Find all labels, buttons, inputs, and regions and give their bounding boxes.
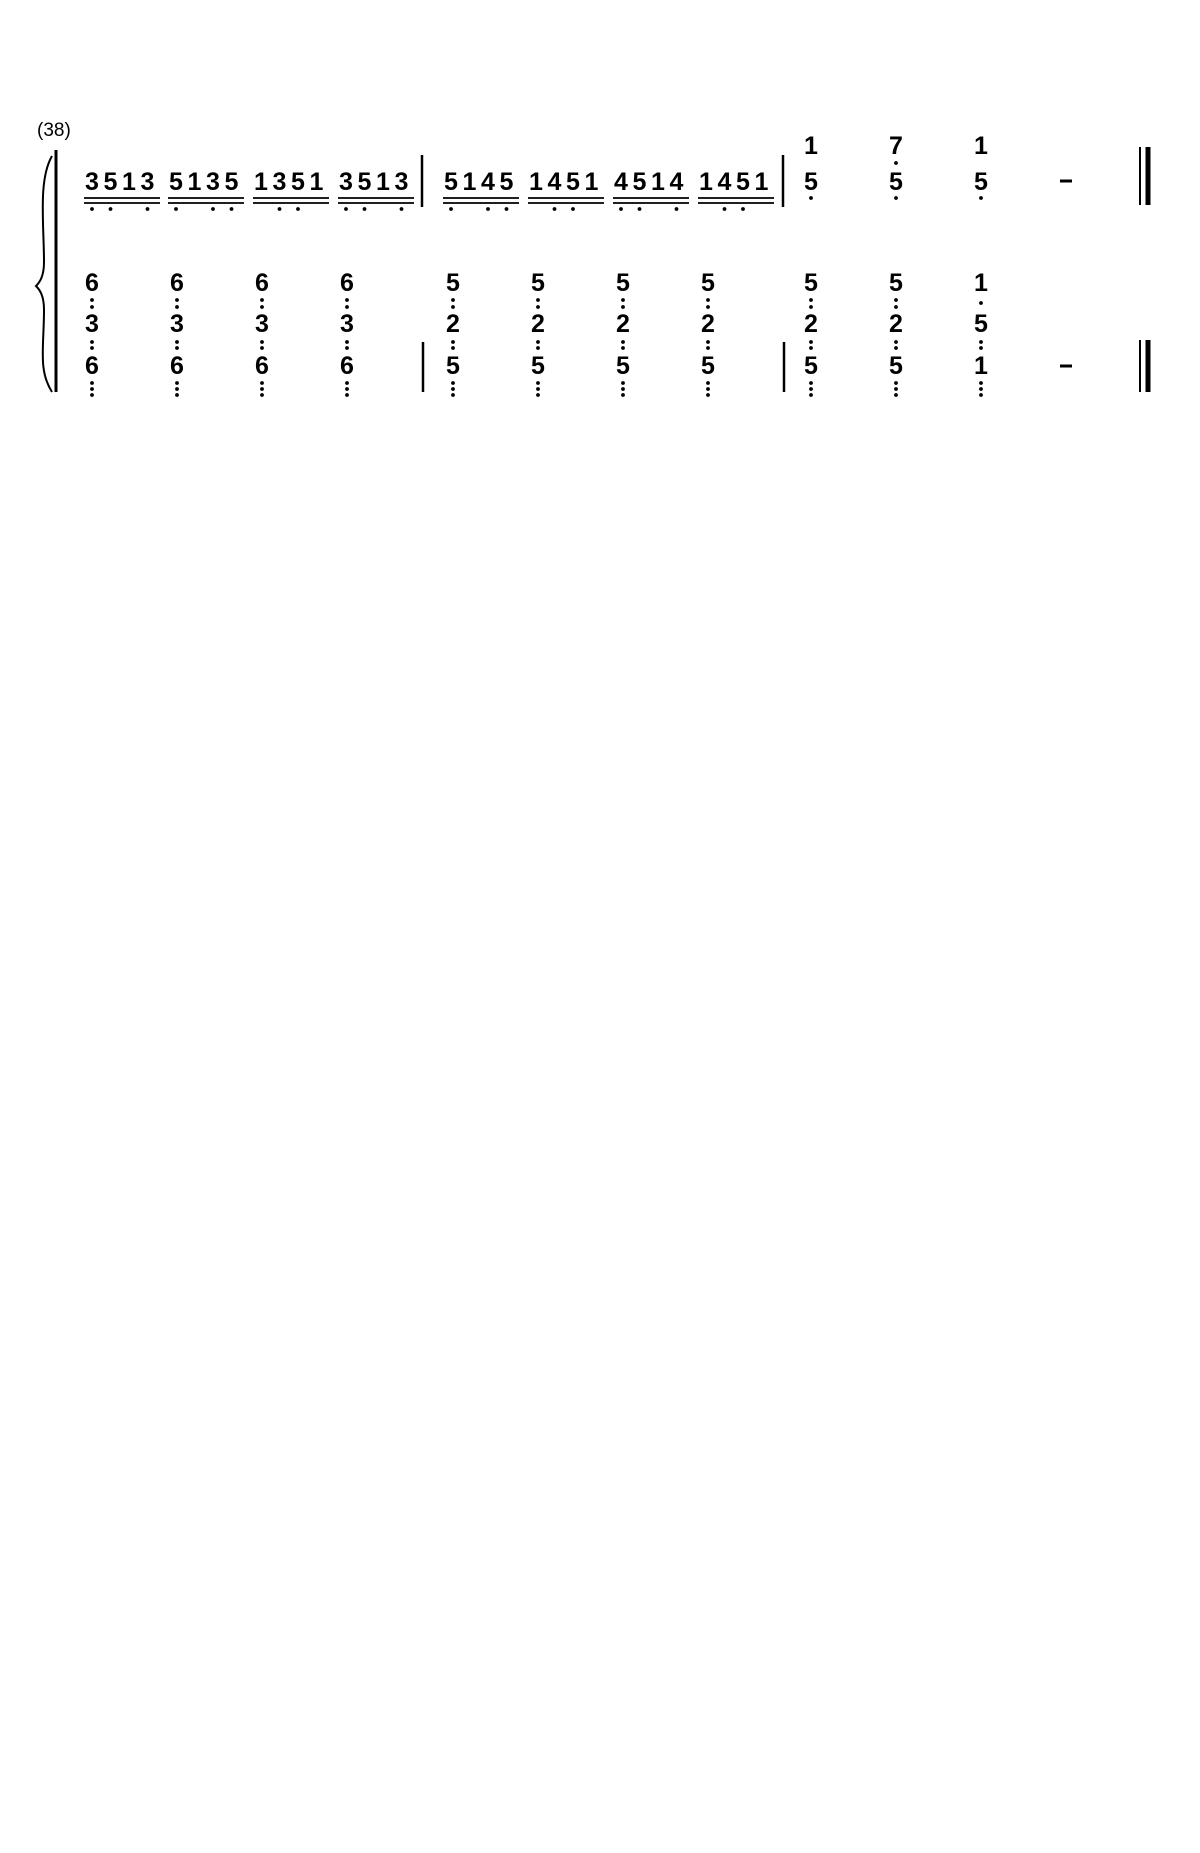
octave-below-dot [175, 393, 179, 397]
octave-below-dot [400, 207, 404, 211]
octave-below-dot [894, 298, 898, 302]
chord-top-note: 1 [804, 132, 818, 160]
octave-below-dot [175, 381, 179, 385]
melody-note: 1 [309, 168, 324, 196]
melody-note: 4 [481, 168, 495, 196]
octave-below-dot [90, 207, 94, 211]
octave-below-dot [451, 346, 455, 350]
octave-below-dot [451, 393, 455, 397]
melody-note: 3 [85, 168, 99, 196]
octave-below-dot [809, 298, 813, 302]
octave-below-dot [175, 346, 179, 350]
octave-below-dot [809, 340, 813, 344]
octave-below-dot [90, 305, 94, 309]
octave-below-dot [451, 305, 455, 309]
chord-bottom-note: 5 [974, 168, 988, 196]
octave-below-dot [638, 207, 642, 211]
bass-chord-middle-note: 5 [974, 310, 988, 338]
bass-chord-top-note: 6 [255, 269, 269, 297]
octave-below-dot [979, 381, 983, 385]
octave-below-dot [260, 346, 264, 350]
octave-below-dot [894, 340, 898, 344]
octave-below-dot [706, 387, 710, 391]
octave-below-dot [345, 387, 349, 391]
melody-note: 1 [529, 168, 543, 196]
melody-note: 1 [754, 168, 769, 196]
octave-below-dot [894, 387, 898, 391]
octave-below-dot [706, 381, 710, 385]
octave-below-dot [90, 340, 94, 344]
octave-below-dot [449, 207, 453, 211]
octave-below-dot [175, 298, 179, 302]
octave-below-dot [486, 207, 490, 211]
octave-below-dot [706, 298, 710, 302]
octave-below-dot [621, 393, 625, 397]
octave-below-dot [451, 387, 455, 391]
octave-below-dot [505, 207, 509, 211]
octave-below-dot [345, 381, 349, 385]
octave-below-dot [979, 340, 983, 344]
octave-below-dot [260, 305, 264, 309]
octave-below-dot [621, 346, 625, 350]
grand-staff-brace [36, 156, 52, 392]
melody-note: 5 [566, 168, 580, 196]
octave-below-dot [296, 207, 300, 211]
octave-below-dot [536, 298, 540, 302]
octave-below-dot [536, 393, 540, 397]
chord-bottom-note: 5 [889, 168, 903, 196]
octave-below-dot [451, 340, 455, 344]
melody-note: 5 [169, 168, 183, 196]
melody-note: 1 [122, 168, 136, 196]
octave-below-dot [260, 298, 264, 302]
octave-below-dot [621, 305, 625, 309]
octave-below-dot [706, 393, 710, 397]
octave-below-dot [675, 207, 679, 211]
octave-below-dot [278, 207, 282, 211]
bass-chord-bottom-note: 6 [340, 352, 354, 380]
melody-note: 5 [444, 168, 458, 196]
octave-below-dot [894, 381, 898, 385]
octave-below-dot [90, 346, 94, 350]
octave-below-dot [260, 393, 264, 397]
octave-below-dot [146, 207, 150, 211]
bass-chord-middle-note: 2 [701, 310, 715, 338]
melody-note: 3 [272, 168, 287, 196]
chord-bottom-note: 5 [804, 168, 818, 196]
octave-below-dot [741, 207, 745, 211]
octave-below-dot [536, 387, 540, 391]
bass-chord-top-note: 5 [889, 269, 903, 297]
bass-chord-top-note: 6 [85, 269, 99, 297]
octave-below-dot [345, 346, 349, 350]
melody-note: 3 [339, 168, 353, 196]
octave-below-dot [344, 207, 348, 211]
octave-below-dot [90, 393, 94, 397]
bass-chord-top-note: 1 [974, 269, 988, 297]
melody-note: 1 [254, 168, 268, 196]
octave-below-dot [706, 305, 710, 309]
bass-chord-top-note: 6 [170, 269, 184, 297]
octave-below-dot [175, 305, 179, 309]
octave-below-dot [809, 393, 813, 397]
octave-below-dot [706, 346, 710, 350]
bass-chord-top-note: 5 [804, 269, 818, 297]
octave-below-dot [979, 393, 983, 397]
bass-chord-middle-note: 3 [340, 310, 354, 338]
bass-chord-top-note: 5 [531, 269, 545, 297]
octave-below-dot [979, 196, 983, 200]
melody-note: 5 [357, 168, 372, 196]
bass-chord-middle-note: 2 [804, 310, 818, 338]
melody-note: 4 [547, 168, 562, 196]
octave-below-dot [536, 340, 540, 344]
octave-below-dot [175, 387, 179, 391]
melody-note: 1 [651, 168, 665, 196]
melody-note: 1 [584, 168, 599, 196]
melody-note: 3 [394, 168, 409, 196]
bass-chord-bottom-note: 5 [889, 352, 903, 380]
bass-chord-top-note: 5 [701, 269, 715, 297]
octave-below-dot [175, 340, 179, 344]
octave-below-dot [894, 346, 898, 350]
bass-chord-bottom-note: 5 [804, 352, 818, 380]
octave-below-dot [363, 207, 367, 211]
octave-below-dot [536, 346, 540, 350]
octave-below-dot [451, 381, 455, 385]
octave-below-dot [809, 381, 813, 385]
bass-chord-bottom-note: 6 [170, 352, 184, 380]
bass-chord-top-note: 5 [616, 269, 630, 297]
octave-below-dot [979, 301, 983, 305]
melody-note: 5 [632, 168, 647, 196]
octave-below-dot [345, 298, 349, 302]
octave-below-dot [345, 305, 349, 309]
melody-note: 1 [187, 168, 202, 196]
bass-chord-middle-note: 3 [170, 310, 184, 338]
octave-below-dot [894, 161, 898, 165]
octave-below-dot [619, 207, 623, 211]
octave-below-dot [230, 207, 234, 211]
bass-chord-middle-note: 3 [85, 310, 99, 338]
octave-below-dot [621, 387, 625, 391]
bass-chord-bottom-note: 6 [255, 352, 269, 380]
melody-note: 5 [291, 168, 305, 196]
melody-note: 1 [376, 168, 390, 196]
octave-below-dot [809, 196, 813, 200]
melody-note: 4 [717, 168, 732, 196]
bass-chord-top-note: 5 [446, 269, 460, 297]
melody-note: 3 [206, 168, 220, 196]
octave-below-dot [90, 381, 94, 385]
octave-below-dot [809, 305, 813, 309]
octave-below-dot [536, 305, 540, 309]
grand-staff-system [36, 132, 1148, 397]
melody-note: 1 [462, 168, 477, 196]
octave-below-dot [979, 387, 983, 391]
bass-chord-bottom-note: 5 [531, 352, 545, 380]
octave-below-dot [553, 207, 557, 211]
octave-below-dot [174, 207, 178, 211]
octave-below-dot [723, 207, 727, 211]
melody-note: 5 [736, 168, 750, 196]
melody-note: 4 [669, 168, 684, 196]
bass-chord-bottom-note: 5 [616, 352, 630, 380]
octave-below-dot [979, 346, 983, 350]
melody-note: 3 [140, 168, 155, 196]
octave-below-dot [894, 393, 898, 397]
bass-chord-top-note: 6 [340, 269, 354, 297]
octave-below-dot [90, 298, 94, 302]
octave-below-dot [345, 393, 349, 397]
octave-below-dot [706, 340, 710, 344]
octave-below-dot [536, 381, 540, 385]
octave-below-dot [260, 381, 264, 385]
octave-below-dot [260, 387, 264, 391]
bass-chord-bottom-note: 1 [974, 352, 988, 380]
octave-below-dot [809, 346, 813, 350]
bass-chord-middle-note: 2 [889, 310, 903, 338]
melody-note: 1 [699, 168, 713, 196]
octave-below-dot [571, 207, 575, 211]
melody-note: 4 [614, 168, 628, 196]
chord-top-note: 1 [974, 132, 988, 160]
octave-below-dot [90, 387, 94, 391]
octave-below-dot [109, 207, 113, 211]
octave-below-dot [894, 305, 898, 309]
bass-chord-middle-note: 2 [531, 310, 545, 338]
bass-chord-bottom-note: 5 [446, 352, 460, 380]
bass-chord-middle-note: 3 [255, 310, 269, 338]
bass-chord-bottom-note: 6 [85, 352, 99, 380]
octave-below-dot [211, 207, 215, 211]
bass-chord-middle-note: 2 [616, 310, 630, 338]
melody-note: 5 [103, 168, 118, 196]
bass-chord-bottom-note: 5 [701, 352, 715, 380]
octave-below-dot [809, 387, 813, 391]
melody-note: 5 [499, 168, 514, 196]
measure-number-label: (38) [37, 120, 71, 141]
octave-below-dot [621, 381, 625, 385]
octave-below-dot [894, 196, 898, 200]
octave-below-dot [621, 298, 625, 302]
octave-below-dot [345, 340, 349, 344]
chord-top-note: 7 [889, 132, 903, 160]
octave-below-dot [451, 298, 455, 302]
melody-note: 5 [224, 168, 239, 196]
bass-chord-middle-note: 2 [446, 310, 460, 338]
octave-below-dot [260, 340, 264, 344]
octave-below-dot [621, 340, 625, 344]
